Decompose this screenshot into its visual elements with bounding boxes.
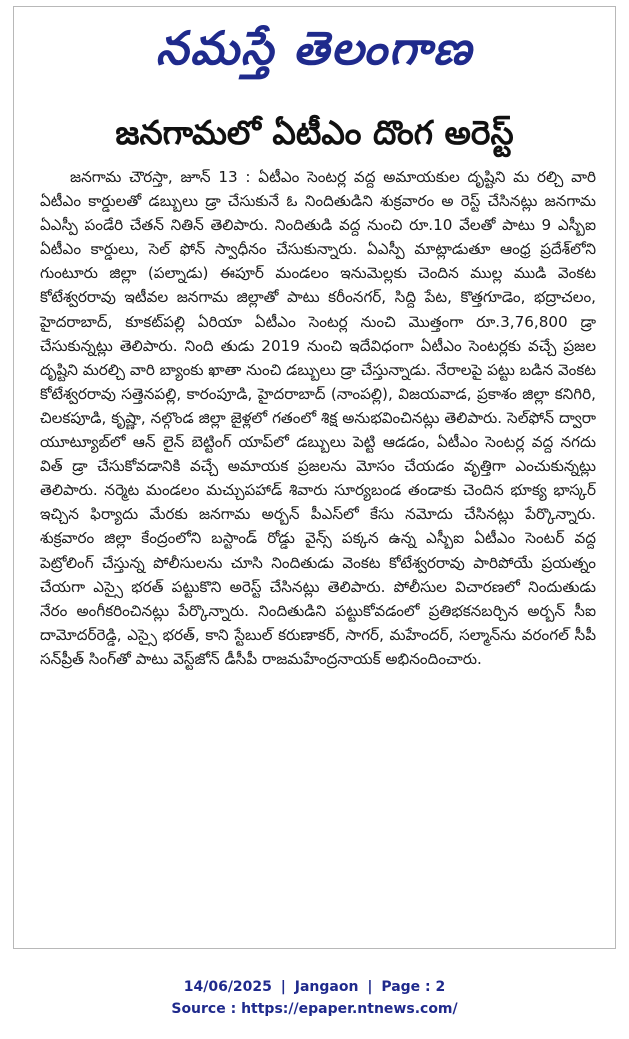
- footer-info: [0, 979, 629, 995]
- article-headline: జనగామలో ఏటీఎం దొంగ అరెస్ట్: [115, 113, 514, 152]
- footer-page: Page : 2: [381, 979, 446, 995]
- footer-separator: |: [367, 979, 373, 995]
- newspaper-masthead: నమస్తే తెలంగాణ: [155, 21, 474, 75]
- footer-date: 14/06/2025: [183, 979, 272, 995]
- article-paragraph: జనగామ చౌరస్తా, జూన్ 13 : ఏటీఎం సెంటర్ల వద్ద అమాయకుల దృష్టిని మ రల్చి వారి ఏటీఎం కార్డులతో డబ్బులు డ్రా చేసుకునే ఓ నిందితుడిని శుక్రవారం అ రెస్ట్ చేసినట్లు జనగామ ఏఎస్పీ పండేరి చేతన్ నితిన్ తెలిపారు. నిందితుడి వద్ద నుంచి రూ.10 వేలతో పాటు 9 ఎస్బీఐ ఏటీఎం కార్డులు, సెల్ ఫోన్ స్వాధీనం చేసుకున్నారు. ఏఎస్పీ మాట్లాడుతూ ఆంధ్ర ప్రదేశ్‌లోని గుంటూరు జిల్లా (పల్నాడు) ఈపూర్ మండలం ఇనుమెల్లకు చెందిన ముల్ల ముడి వెంకట కోటేశ్వరరావు ఇటీవల జనగామ జిల్లాతో పాటు కరీంనగర్, సిద్ది పేట, కొత్తగూడెం, భద్రాచలం, హైదరాబాద్, కూకట్‌పల్లి ఏరియా ఏటీఎం సెంటర్ల నుంచి మొత్తంగా రూ.3,76,800 డ్రా చేసుకున్నట్లు తెలిపారు. నింది తుడు 2019 నుంచి ఇదేవిధంగా ఏటీఎం సెంటర్లకు వచ్చే ప్రజల దృష్టిని మరల్చి వారి బ్యాంకు ఖాతా నుంచి డబ్బులు డ్రా చేస్తున్నాడు. నేరాలపై పట్టు బడిన వెంకట కోటేశ్వరరావు సత్తెనపల్లి, కారంపూడి, హైదరాబాద్ (నాంపల్లి), విజయవాడ, ప్రకాశం జిల్లా కనిగిరి, చిలకపూడి, కృష్ణా, నల్గొండ జిల్లా జైళ్లలో గతంలో శిక్ష అనుభవించినట్లు తెలిపారు. సెల్‌ఫోన్ ద్వారా యూట్యూబ్‌లో ఆన్ లైన్ బెట్టింగ్ యాప్‌లో డబ్బులు పెట్టి ఆడడం, ఏటీఎం సెంటర్ల వద్ద నగదు విత్ డ్రా చేసుకోవడానికి వచ్చే అమాయక ప్రజలను మోసం చేయడం వృత్తిగా ఎంచుకున్నట్లు తెలిపారు. నర్మెట మండలం మచ్చుపహాడ్ శివారు సూర్యబండ తండాకు చెందిన భూక్య భాస్కర్ ఇచ్చిన ఫిర్యాదు మేరకు జనగామ అర్బన్ పీఎస్‌లో కేసు నమోదు చేసినట్లు పేర్కొన్నారు. శుక్రవారం జిల్లా కేంద్రంలోని బస్టాండ్ రోడ్డు వైన్స్ పక్కన ఉన్న ఎస్బీఐ ఏటీఎం సెంటర్ వద్ద పెట్రోలింగ్ చేస్తున్న పోలీసులను చూసి నిందితుడు వెంకట కోటేశ్వరరావు పారిపోయే ప్రయత్నం చేయగా ఎస్సై భరత్ పట్టుకొని అరెస్ట్ చేసినట్లు తెలిపారు. పోలీసుల విచారణలో నిందుతుడు నేరం అంగీకరించినట్లు పేర్కొన్నారు. నిందితుడిని పట్టుకోవడంలో ప్రతిభకనబర్చిన అర్బన్ సీఐ దామోదర్‌రెడ్డి, ఎస్సై భరత్, కాని స్టేబుల్ కరుణాకర్, సాగర్, మహేందర్, సల్మాన్‌ను వరంగల్ సీపీ సన్‌ప్రీత్ సింగ్‌తో పాటు వెస్ట్‌జోన్ డీసీపీ రాజమహేంద్రనాయక్ అభినందించారు.: [40, 168, 596, 668]
- article-body: [40, 165, 596, 671]
- news-clipping: [13, 6, 616, 949]
- footer-edition: Jangaon: [294, 979, 359, 995]
- footer-source: Source : https://epaper.ntnews.com/: [171, 1001, 458, 1017]
- footer-separator: |: [280, 979, 286, 995]
